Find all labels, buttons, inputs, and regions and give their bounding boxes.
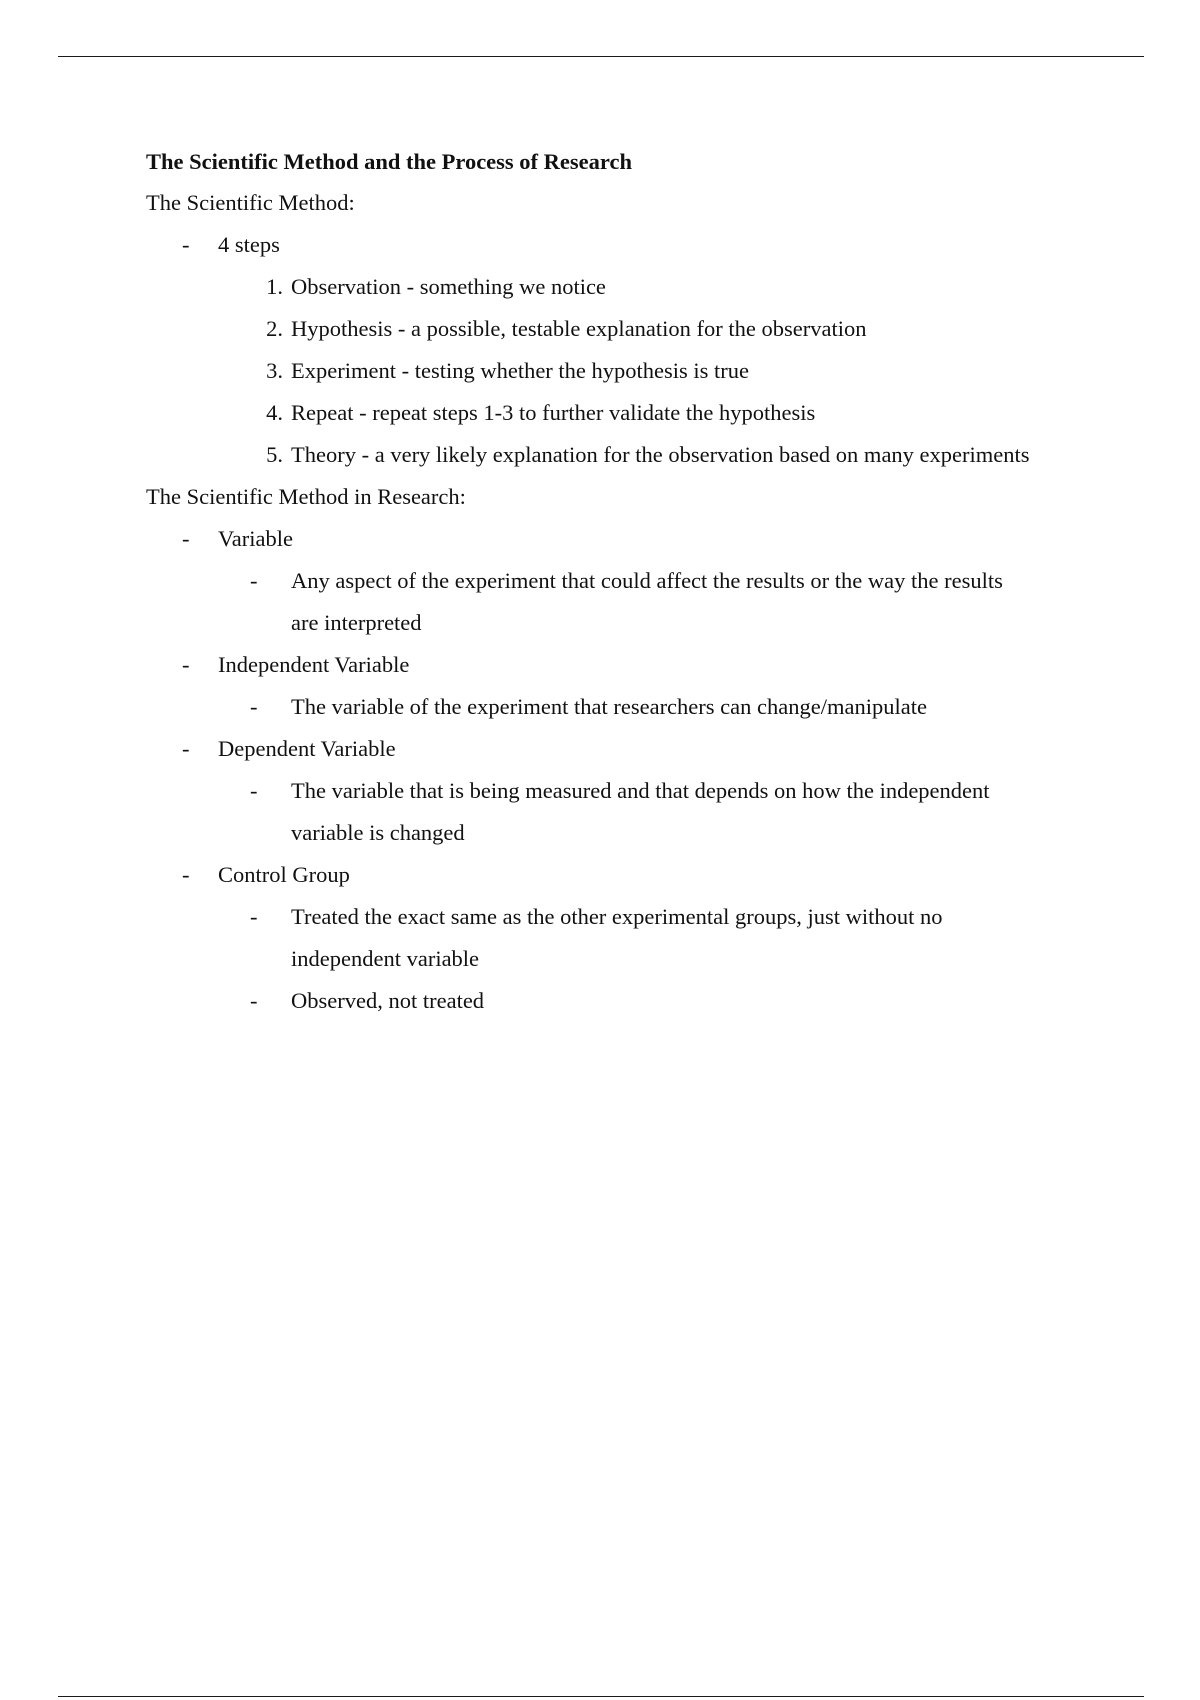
bullet-marker: - xyxy=(182,526,190,551)
sub-bullet-marker: - xyxy=(250,988,258,1013)
document-body xyxy=(146,142,1146,1022)
step-item-5 xyxy=(146,434,1146,476)
step-item-1 xyxy=(146,266,1146,308)
sub-bullet-text: independent variable xyxy=(291,946,480,971)
bullet-text: Independent Variable xyxy=(218,652,410,677)
sub-bullet-continuation xyxy=(146,938,1146,980)
section-heading-text: The Scientific Method in Research: xyxy=(146,484,466,509)
step-text: Observation - something we notice xyxy=(291,274,606,299)
step-text: Repeat - repeat steps 1-3 to further validate the hypothesis xyxy=(291,400,816,425)
bullet-marker: - xyxy=(182,232,190,257)
bullet-marker: - xyxy=(182,862,190,887)
bullet-text: Dependent Variable xyxy=(218,736,396,761)
sub-bullet-independent-definition xyxy=(146,686,1146,728)
step-item-2 xyxy=(146,308,1146,350)
step-number: 4. xyxy=(266,400,283,425)
sub-bullet-marker: - xyxy=(250,694,258,719)
step-text: Experiment - testing whether the hypothesis is true xyxy=(291,358,750,383)
sub-bullet-text: The variable that is being measured and that depends on how the independent xyxy=(291,778,990,803)
step-item-3 xyxy=(146,350,1146,392)
bullet-text: Control Group xyxy=(218,862,350,887)
sub-bullet-continuation xyxy=(146,812,1146,854)
sub-bullet-dependent-definition xyxy=(146,770,1146,812)
section-heading-text: The Scientific Method: xyxy=(146,190,355,215)
bullet-4-steps xyxy=(146,224,1146,266)
step-text: Hypothesis - a possible, testable explanation for the observation xyxy=(291,316,867,341)
bullet-marker: - xyxy=(182,652,190,677)
bullet-text: 4 steps xyxy=(218,232,280,257)
bullet-independent-variable xyxy=(146,644,1146,686)
bullet-marker: - xyxy=(182,736,190,761)
sub-bullet-text: are interpreted xyxy=(291,610,422,635)
bullet-dependent-variable xyxy=(146,728,1146,770)
bottom-rule xyxy=(58,1696,1144,1697)
sub-bullet-control-treated xyxy=(146,896,1146,938)
top-rule xyxy=(58,56,1144,57)
sub-bullet-text: variable is changed xyxy=(291,820,465,845)
bullet-variable xyxy=(146,518,1146,560)
step-number: 1. xyxy=(266,274,283,299)
section-heading-research xyxy=(146,476,1146,518)
document-title xyxy=(146,142,1146,182)
sub-bullet-text: The variable of the experiment that researchers can change/manipulate xyxy=(291,694,927,719)
sub-bullet-continuation xyxy=(146,602,1146,644)
sub-bullet-text: Any aspect of the experiment that could affect the results or the way the results xyxy=(291,568,1003,593)
step-item-4 xyxy=(146,392,1146,434)
step-number: 2. xyxy=(266,316,283,341)
bullet-text: Variable xyxy=(218,526,293,551)
sub-bullet-text: Observed, not treated xyxy=(291,988,485,1013)
step-number: 5. xyxy=(266,442,283,467)
section-heading-scientific-method xyxy=(146,182,1146,224)
sub-bullet-marker: - xyxy=(250,568,258,593)
document-title-text: The Scientific Method and the Process of Research xyxy=(146,149,632,174)
bullet-control-group xyxy=(146,854,1146,896)
sub-bullet-text: Treated the exact same as the other experimental groups, just without no xyxy=(291,904,943,929)
step-text: Theory - a very likely explanation for the observation based on many experiments xyxy=(291,442,1030,467)
step-number: 3. xyxy=(266,358,283,383)
sub-bullet-control-observed xyxy=(146,980,1146,1022)
sub-bullet-variable-definition xyxy=(146,560,1146,602)
sub-bullet-marker: - xyxy=(250,778,258,803)
sub-bullet-marker: - xyxy=(250,904,258,929)
